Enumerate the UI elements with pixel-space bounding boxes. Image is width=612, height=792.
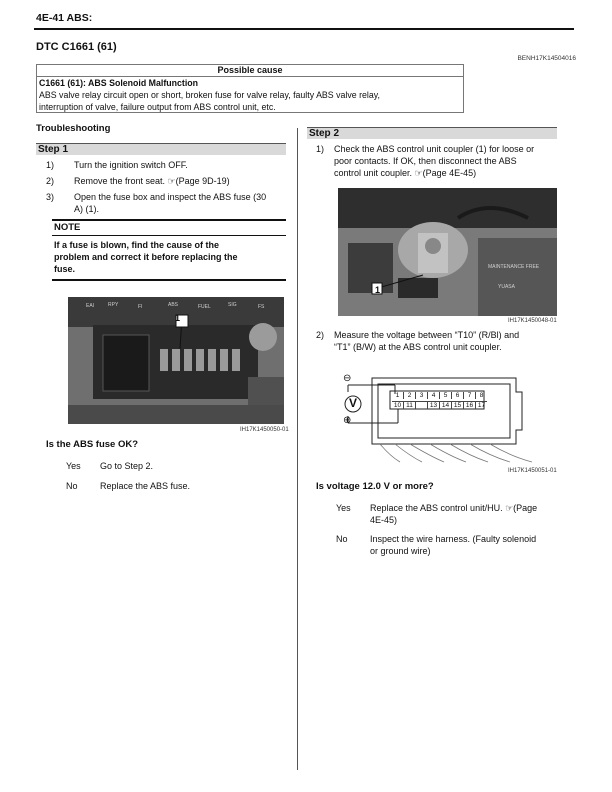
terminal-6: 6 <box>452 392 464 399</box>
svg-text:FI: FI <box>138 304 143 310</box>
answer-yes-line-2: 4E-45) <box>370 515 398 525</box>
answer-yes-text: Go to Step 2. <box>100 461 154 471</box>
svg-text:EAI: EAI <box>86 303 95 309</box>
answer-no-line-1: Inspect the wire harness. (Faulty solenoid <box>370 534 537 544</box>
item-text: Turn the ignition switch OFF. <box>74 160 188 170</box>
note-line-1: If a fuse is blown, find the cause of the <box>54 240 220 250</box>
coupler-voltage-diagram <box>340 372 555 464</box>
figure-caption: IH17K1450051-01 <box>508 468 557 474</box>
item-number: 2) <box>46 176 55 186</box>
item-number: 2) <box>316 330 325 340</box>
svg-text:FS: FS <box>258 304 265 310</box>
item-text-line-2: “T1” (B/W) at the ABS control unit coupler. <box>334 342 502 352</box>
terminal-row-2 <box>392 401 487 409</box>
item-text-line-2: poor contacts. If OK, then disconnect the ABS <box>334 156 517 166</box>
answer-no-key: No <box>66 481 78 491</box>
terminal-16: 16 <box>464 401 476 409</box>
figure-caption: IH17K1450048-01 <box>508 318 557 324</box>
answer-yes-key: Yes <box>336 503 351 513</box>
svg-text:RPY: RPY <box>108 302 119 308</box>
answer-no-text: Replace the ABS fuse. <box>100 481 191 491</box>
terminal-15: 15 <box>452 401 464 409</box>
column-divider <box>297 128 298 770</box>
terminal-blank <box>416 401 428 409</box>
item-text-line-3: control unit coupler. ☞(Page 4E-45) <box>334 168 477 178</box>
terminal-2: 2 <box>404 392 416 399</box>
svg-text:MAINTENANCE FREE: MAINTENANCE FREE <box>488 264 540 270</box>
header-rule <box>34 28 574 30</box>
terminal-3: 3 <box>416 392 428 399</box>
note-label: NOTE <box>54 222 81 233</box>
connector-diagram <box>340 372 555 464</box>
abs-coupler-illustration <box>338 188 557 316</box>
answer-yes-line-1: Replace the ABS control unit/HU. ☞(Page <box>370 503 538 513</box>
step-1-item-3 <box>46 191 286 215</box>
item-text: Open the fuse box and inspect the ABS fuse (30 <box>74 192 267 202</box>
terminal-11: 11 <box>404 401 416 409</box>
svg-text:YUASA: YUASA <box>498 284 515 290</box>
negative-probe-symbol: ⊖ <box>343 373 352 384</box>
answer-no-line-2: or ground wire) <box>370 546 431 556</box>
note-top-rule <box>52 219 286 221</box>
step-1-question: Is the ABS fuse OK? <box>46 439 139 450</box>
figure-callout-1: 1 <box>375 285 381 295</box>
terminal-14: 14 <box>440 401 452 409</box>
terminal-13: 13 <box>428 401 440 409</box>
note-line-2: problem and correct it before replacing the <box>54 252 238 262</box>
positive-probe-symbol: ⊕ <box>343 415 352 426</box>
terminal-row-1 <box>392 392 487 399</box>
cause-text-line-2: interruption of valve, failure output from ABS control unit, etc. <box>39 102 276 112</box>
document-code: BENH17K14504016 <box>517 55 576 62</box>
note-line-3: fuse. <box>54 264 76 274</box>
step-1-header: Step 1 <box>36 143 286 155</box>
cause-text-line-1: ABS valve relay circuit open or short, broken fuse for valve relay, faulty ABS valve relay, <box>39 90 380 100</box>
abs-coupler-photo <box>338 188 557 316</box>
item-text-line-1: Check the ABS control unit coupler (1) for loose or <box>334 144 535 154</box>
page-header: 4E-41 ABS: <box>36 12 93 24</box>
svg-text:FUEL: FUEL <box>198 304 211 310</box>
terminal-8: 8 <box>479 392 484 399</box>
step-2-item-2 <box>316 329 561 353</box>
terminal-5: 5 <box>440 392 452 399</box>
item-text: Remove the front seat. ☞(Page 9D-19) <box>74 176 230 186</box>
possible-cause-header: Possible cause <box>37 65 463 77</box>
note-label-rule <box>52 235 286 236</box>
troubleshooting-title: Troubleshooting <box>36 123 111 134</box>
item-text-line-1: Measure the voltage between “T10” (R/Bl) and <box>334 330 520 340</box>
step-2-question: Is voltage 12.0 V or more? <box>316 481 434 492</box>
terminal-10: 10 <box>392 401 404 409</box>
figure-callout-1: 1 <box>175 313 181 323</box>
svg-text:ABS: ABS <box>168 302 179 308</box>
step-2-item-1 <box>316 143 561 179</box>
answer-no-key: No <box>336 534 348 544</box>
terminal-1: 1 <box>392 392 404 399</box>
voltmeter-label: V <box>348 396 357 410</box>
possible-cause-table <box>36 64 464 113</box>
answer-yes-key: Yes <box>66 461 81 471</box>
note-bottom-rule <box>52 279 286 281</box>
figure-caption: IH17K1450050-01 <box>240 427 289 433</box>
item-number: 1) <box>316 144 325 154</box>
terminal-7: 7 <box>464 392 476 399</box>
step-1-item-2 <box>46 175 286 187</box>
item-number: 3) <box>46 192 55 202</box>
terminal-17: 17 <box>477 402 486 409</box>
step-1-item-1 <box>46 159 286 171</box>
terminal-4: 4 <box>428 392 440 399</box>
item-text-continued: A) (1). <box>74 204 100 214</box>
svg-text:SIG: SIG <box>228 302 237 308</box>
cause-title: C1661 (61): ABS Solenoid Malfunction <box>39 78 199 88</box>
step-2-header: Step 2 <box>307 127 557 139</box>
dtc-title: DTC C1661 (61) <box>36 41 117 53</box>
item-number: 1) <box>46 160 55 170</box>
